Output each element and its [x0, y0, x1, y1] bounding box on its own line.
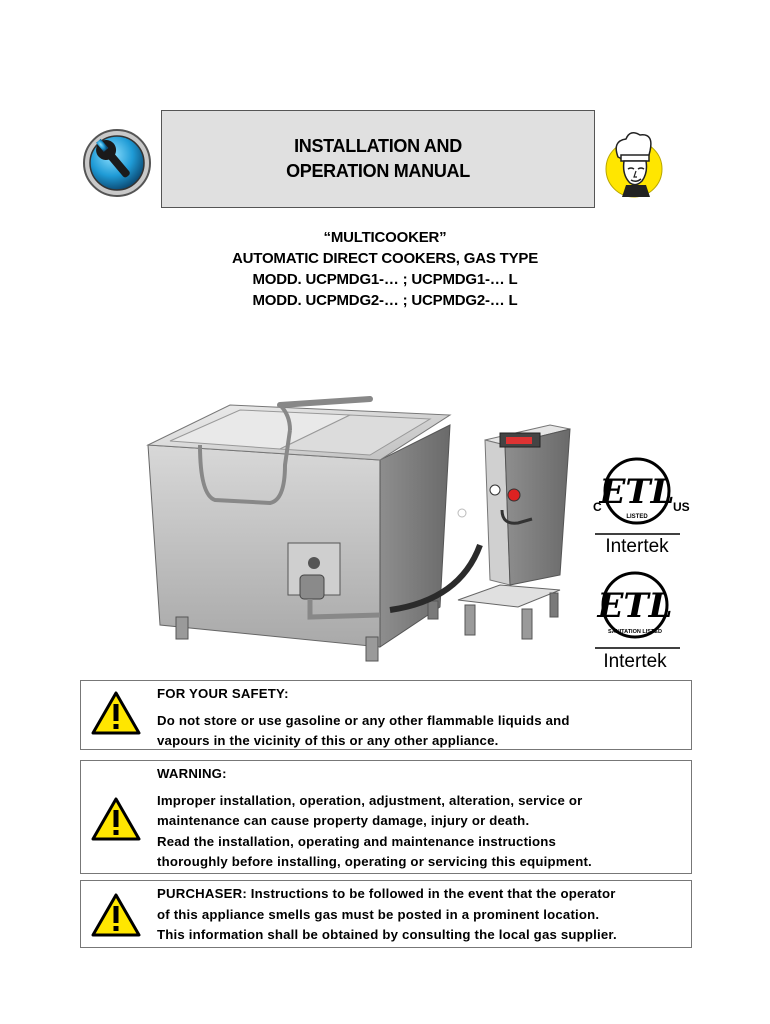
- purchaser-line-3: This information shall be obtained by consulting the local gas supplier.: [157, 927, 617, 942]
- etl-arc-listed: LISTED: [626, 514, 648, 520]
- title-line-2: OPERATION MANUAL: [286, 161, 470, 181]
- warning-icon: [91, 797, 141, 841]
- etl-arc-sanitation: SANITATION LISTED: [608, 629, 662, 635]
- purchaser-line-2: of this appliance smells gas must be posted in a prominent location.: [157, 906, 600, 922]
- warning-heading: WARNING:: [157, 766, 227, 781]
- svg-text:ETL: ETL: [597, 586, 673, 626]
- chef-icon: [598, 127, 670, 199]
- warning-line-3: Read the installation, operating and maintenance instructions: [157, 833, 557, 849]
- intertek-label-1: Intertek: [605, 536, 669, 557]
- etl-c: C: [593, 500, 602, 514]
- warning-line-4: thoroughly before installing, operating or servicing this equipment.: [157, 854, 592, 869]
- appliance-illustration: [140, 385, 580, 665]
- safety-line-1: Do not store or use gasoline or any other flammable liquids and: [157, 712, 570, 728]
- title-line-1: INSTALLATION AND: [294, 136, 462, 156]
- purchaser-line-1: PURCHASER: Instructions to be followed in the event that the operator: [157, 886, 616, 901]
- intertek-label-2: Intertek: [603, 651, 667, 672]
- warning-notice: [80, 760, 692, 874]
- wrench-icon: [82, 128, 152, 198]
- safety-notice: [80, 680, 692, 750]
- warning-line-2: maintenance can cause property damage, injury or death.: [157, 813, 530, 828]
- etl-listed-mark: [585, 455, 695, 557]
- warning-icon: [91, 691, 141, 735]
- models-line-2: MODD. UCPMDG2-… ; UCPMDG2-… L: [252, 292, 518, 309]
- warning-line-1: Improper installation, operation, adjustment, alteration, service or: [157, 792, 583, 808]
- etl-sanitation-mark: [585, 567, 695, 677]
- title-box: [161, 110, 595, 208]
- warning-icon: [91, 893, 141, 937]
- purchaser-notice: [80, 880, 692, 948]
- product-type: AUTOMATIC DIRECT COOKERS, GAS TYPE: [232, 250, 538, 267]
- product-name: “MULTICOOKER”: [323, 229, 447, 246]
- svg-text:ETL: ETL: [599, 472, 675, 512]
- models-line-1: MODD. UCPMDG1-… ; UCPMDG1-… L: [252, 271, 518, 288]
- etl-us: US: [673, 500, 690, 514]
- safety-line-2: vapours in the vicinity of this or any other appliance.: [157, 733, 499, 748]
- safety-heading: FOR YOUR SAFETY:: [157, 686, 289, 701]
